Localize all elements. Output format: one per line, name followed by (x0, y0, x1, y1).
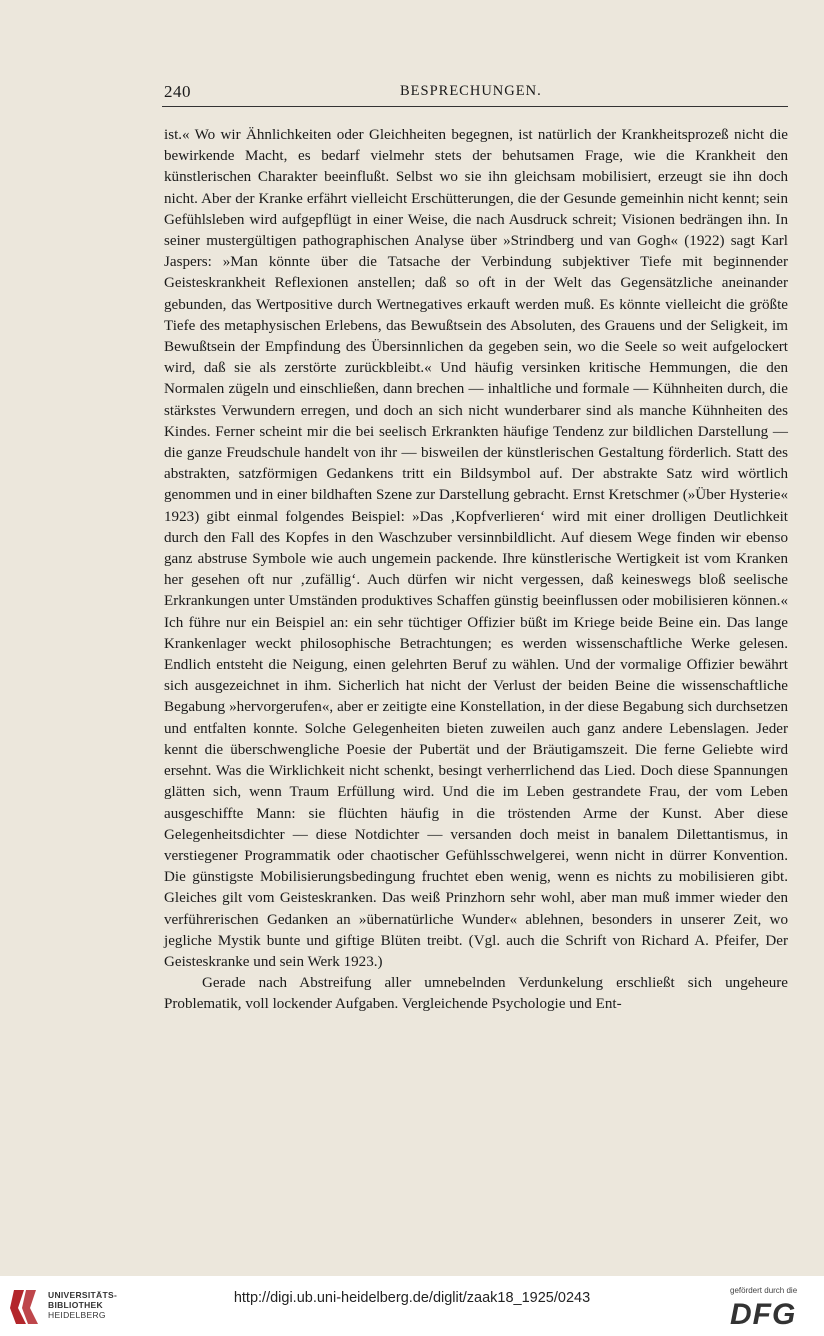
page-number: 240 (164, 82, 191, 101)
library-line: UNIVERSITÄTS- (48, 1290, 118, 1300)
paragraph: Gerade nach Abstreifung aller umnebelnden Verdunkelung erschließt sich ungeheure Problematik, voll lockender Aufgaben. Vergleichende Psychologie und Ent- (164, 975, 788, 1013)
dfg-logo: DFG (730, 1298, 797, 1331)
paragraph: ist.« Wo wir Ähnlichkeiten oder Gleichheiten begegnen, ist natürlich der Krankheitsprozeß nicht die bewirkende Macht, es bedarf vielmehr stets der behutsamen Frage, wie die Krankheit den künstlerischen Charakter beeinflußt. Selbst wo sie ihn gleichsam mobilisiert, erzeugt sie ihn doch nicht. Aber der Kranke erfährt vielleicht Erschütterungen, die der Gesunde gemeinhin nicht kennt; sein Gefühlsleben wird aufgepflügt in einer Weise, die nach Ausdruck schreit; Visionen bedrängen ihn. In seiner mustergültigen pathographischen Analyse über »Strindberg und van Gogh« (1922) sagt Karl Jaspers: »Man könnte über die Tatsache der Verbindung subjektiver Tiefe mit beginnender Geisteskrankheit Reflexionen anstellen; daß so oft in der Welt das Gegensätzliche aneinander gebunden, das Wertpositive durch Wertnegatives erkauft werden muß. Es könnte vielleicht die größte Tiefe des metaphysischen Erlebens, das Bewußtsein des Absoluten, des Grauens und der Seligkeit, im Bewußtsein der Empfindung des Übersinnlichen da gegeben sein, wo die Seele so weit aufgelockert wird, daß sie als zerstörte zurückbleibt.« Und häufig versinken kritische Hemmungen, die den Normalen zügeln und einschließen, dann brechen — inhaltliche und formale — Kühnheiten durch, die stärkstes Verwundern erregen, und doch an sich nicht wunderbarer sind als manche Kühnheiten des Kindes. Ferner scheint mir die bei seelisch Erkrankten häufige Tendenz zur bildlichen Darstellung — die ganze Freudschule handelt von ihr — bisweilen der künstlerischen Gestaltung förderlich. Statt des abstrakten, satzförmigen Gedankens tritt ein Bildsymbol auf. Der abstrakte Satz wird wörtlich genommen und in einer bildhaften Szene zur Darstellung gebracht. Ernst Kretschmer (»Über Hysterie« 1923) gibt einmal folgendes Beispiel: »Das ‚Kopfverlieren‘ wird mit einer drolligen Deutlichkeit durch den Fall des Kopfes in den Waschzuber versinnbildlicht. Auf diesem Wege finden wir ebenso ganz abstruse Symbole wie auch ungemein packende. Ihre künstlerische Wertigkeit ist vom Kranken her gesehen oft nur ‚zufällig‘. Auch dürfen wir nicht vergessen, daß keineswegs bloß seelische Erkrankungen unter Umständen produktives Schaffen günstig beeinflussen oder mobilisieren können.« Ich führe nur ein Beispiel an: ein sehr tüchtiger Offizier büßt im Kriege beide Beine ein. Das lange Krankenlager weckt philosophische Betrachtungen; es werden wissenschaftliche Werke gelesen. Endlich entsteht die Neigung, einen gelehrten Beruf zu wählen. Und der vormalige Offizier bewährt sich ausgezeichnet in ihm. Sicherlich hat nicht der Verlust der beiden Beine die wissenschaftliche Begabung »hervorgerufen«, aber er zeitigte eine Konstellation, in der diese Begabung sich durchsetzen und entfalten konnte. Solche Gelegenheiten bieten zuweilen auch ganz andere Lebenslagen. Jeder kennt die überschwengliche Poesie der Pubertät und der Bräutigamszeit. Die ferne Geliebte wird ersehnt. Was die Wirklichkeit nicht schenkt, besingt verherrlichend das Lied. Doch diese Spannungen glätten sich, wenn Traum Erfüllung wird. Und die im Leben gestrandete Frau, der vom Leben ausgeschiffte Mann: sie flüchten häufig in die tröstenden Arme der Kunst. Aber diese Gelegenheitsdichter — diese Notdichter — versanden doch meist in banalem Dilettantismus, in verstiegener Programmatik oder chaotischer Gefühlsschwelgerei, wenn nicht in dürrer Konvention. Die günstigste Mobilisierungsbedingung fruchtet eben wenig, wenn es nichts zu mobilisieren gibt. Gleiches gilt vom Geisteskranken. Das weiß Prinzhorn sehr wohl, aber man muß immer wieder den verführerischen Gedanken an »übernatürliche Wunder« ablehnen, besonders in unserer Zeit, wo jegliche Mystik bunte und giftige Blüten treibt. (Vgl. auch die Schrift von Richard A. Pfeifer, Der Geisteskranke und sein Werk 1923.) (164, 127, 788, 970)
permalink-url[interactable]: http://digi.ub.uni-heidelberg.de/diglit/zaak18_1925/0243 (233, 1290, 591, 1306)
body-text (164, 125, 788, 1016)
running-head: BESPRECHUNGEN. (400, 83, 542, 99)
page-header (162, 80, 788, 107)
library-name (48, 1290, 117, 1320)
university-library-logo-icon (8, 1286, 44, 1328)
funding-caption: gefördert durch die (730, 1286, 798, 1295)
library-line: BIBLIOTHEK (48, 1300, 103, 1310)
library-line: HEIDELBERG (48, 1310, 106, 1320)
viewer-footer (0, 1276, 824, 1336)
